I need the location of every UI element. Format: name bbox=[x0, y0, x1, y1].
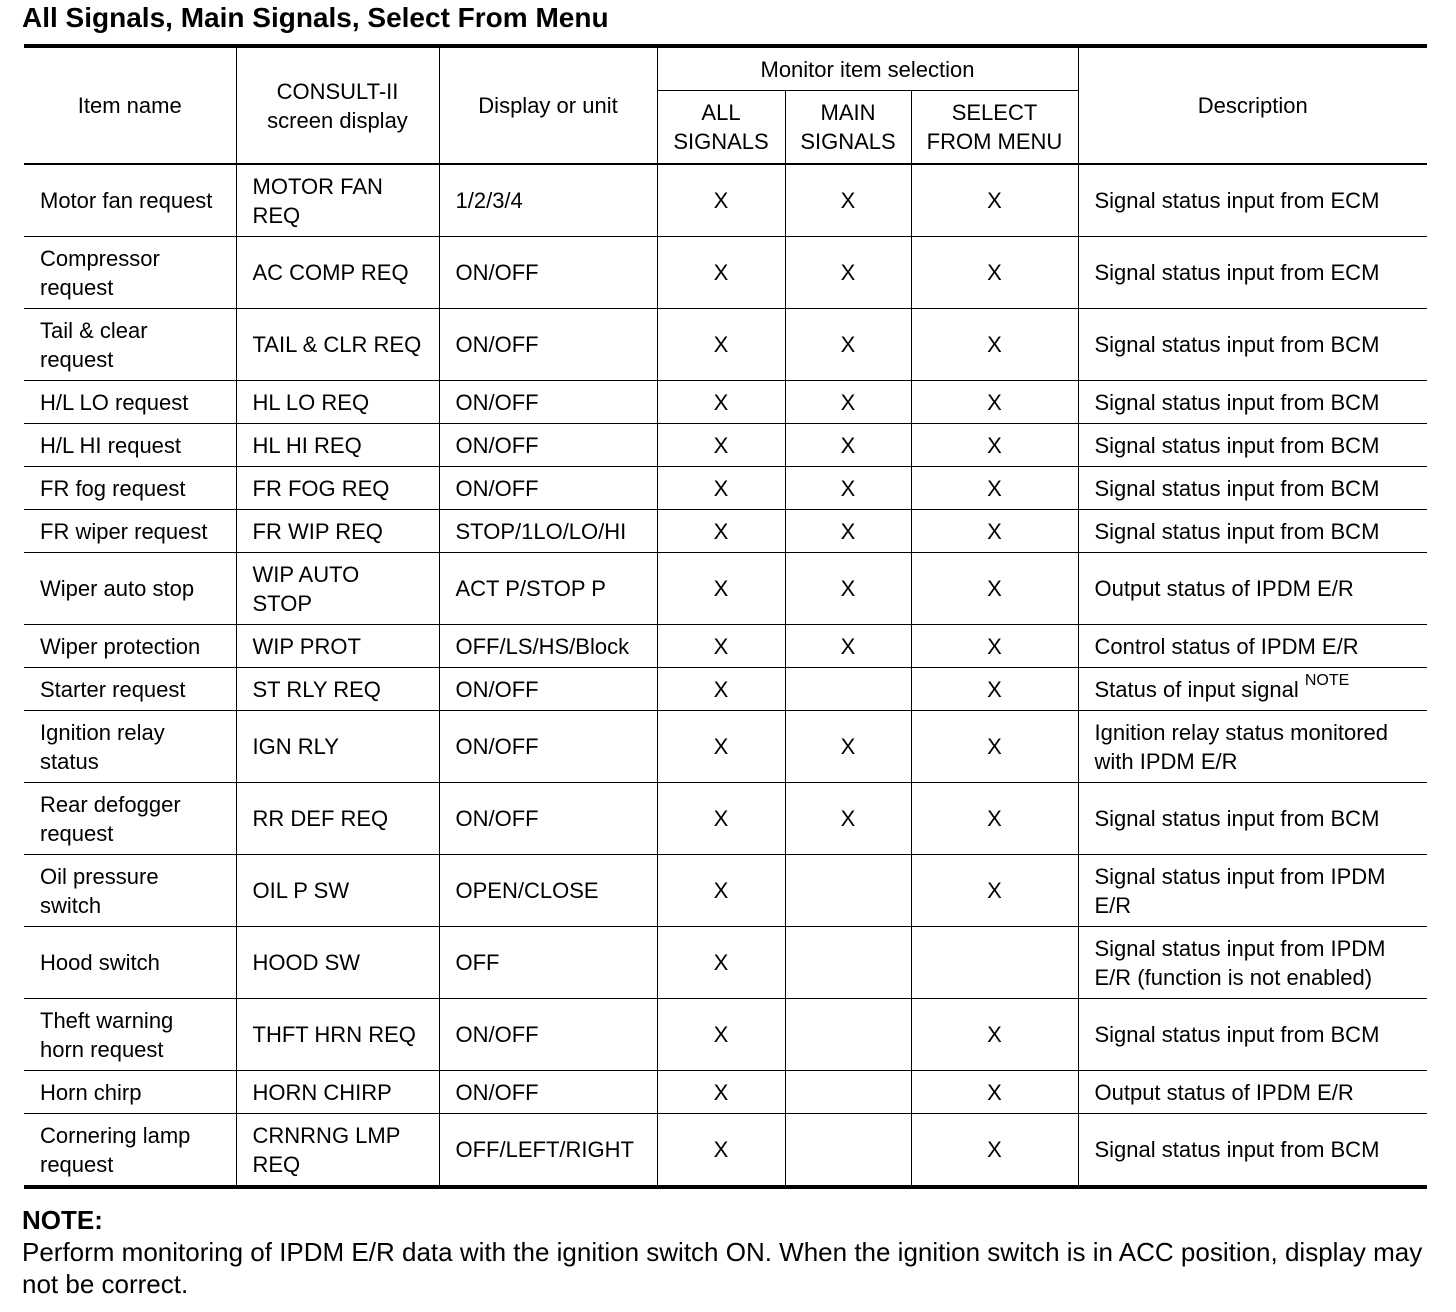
cell-item-name bbox=[24, 711, 236, 783]
page-title: All Signals, Main Signals, Select From Menu bbox=[22, 2, 609, 33]
cell-select-from-menu-text: X bbox=[987, 878, 1002, 903]
cell-item-name-text: Cornering lamp request bbox=[40, 1122, 191, 1177]
cell-all-signals-text: X bbox=[713, 188, 729, 213]
cell-display-unit-text: ACT P/STOP P bbox=[455, 576, 606, 601]
cell-display-unit bbox=[439, 237, 657, 309]
table-row bbox=[24, 424, 1427, 467]
cell-all-signals-text: X bbox=[713, 576, 729, 601]
cell-consult-display-text: MOTOR FAN REQ bbox=[252, 173, 383, 228]
cell-select-from-menu-text: X bbox=[987, 676, 1002, 702]
cell-main-signals-text: X bbox=[840, 806, 856, 831]
cell-select-from-menu-text: X bbox=[987, 734, 1002, 759]
cell-display-unit bbox=[439, 510, 657, 553]
cell-consult-display bbox=[236, 381, 439, 424]
cell-main-signals bbox=[785, 668, 911, 711]
table-row bbox=[24, 164, 1427, 237]
cell-display-unit bbox=[439, 855, 657, 927]
cell-consult-display bbox=[236, 237, 439, 309]
cell-consult-display bbox=[236, 711, 439, 783]
cell-item-name-text: H/L HI request bbox=[40, 432, 182, 458]
cell-description bbox=[1078, 855, 1427, 927]
cell-main-signals bbox=[785, 553, 911, 625]
cell-main-signals bbox=[785, 855, 911, 927]
cell-all-signals bbox=[657, 625, 785, 668]
header-monitor-selection: Monitor item selection bbox=[657, 46, 1078, 91]
cell-select-from-menu bbox=[911, 668, 1078, 711]
cell-display-unit bbox=[439, 381, 657, 424]
cell-description-text: Output status of IPDM E/R bbox=[1094, 1079, 1354, 1105]
cell-select-from-menu-text: X bbox=[987, 432, 1002, 458]
cell-select-from-menu bbox=[911, 1071, 1078, 1114]
cell-description bbox=[1078, 927, 1427, 999]
cell-all-signals-text: X bbox=[713, 332, 729, 357]
cell-consult-display bbox=[236, 424, 439, 467]
cell-description-text: Signal status input from BCM bbox=[1094, 518, 1380, 544]
table-row bbox=[24, 1114, 1427, 1188]
cell-main-signals bbox=[785, 237, 911, 309]
cell-select-from-menu-text: X bbox=[987, 633, 1002, 659]
cell-description-text: Signal status input from ECM bbox=[1094, 188, 1380, 213]
cell-consult-display-text: WIP AUTO STOP bbox=[252, 561, 360, 616]
header-description: Description bbox=[1078, 46, 1427, 164]
cell-select-from-menu-text: X bbox=[987, 389, 1002, 415]
cell-main-signals-text: X bbox=[840, 576, 856, 601]
cell-display-unit-text: ON/OFF bbox=[455, 260, 539, 285]
cell-consult-display bbox=[236, 164, 439, 237]
cell-description bbox=[1078, 237, 1427, 309]
table-row bbox=[24, 855, 1427, 927]
cell-consult-display bbox=[236, 467, 439, 510]
cell-select-from-menu bbox=[911, 510, 1078, 553]
cell-display-unit-text: OFF/LS/HS/Block bbox=[455, 633, 630, 659]
cell-consult-display-text: IGN RLY bbox=[252, 734, 339, 759]
cell-select-from-menu bbox=[911, 237, 1078, 309]
cell-display-unit-text: ON/OFF bbox=[455, 734, 539, 759]
cell-main-signals bbox=[785, 711, 911, 783]
cell-display-unit bbox=[439, 1114, 657, 1188]
cell-display-unit-text: OPEN/CLOSE bbox=[455, 878, 599, 903]
table-row bbox=[24, 625, 1427, 668]
cell-item-name-text: Starter request bbox=[40, 676, 186, 702]
cell-consult-display-text: HOOD SW bbox=[252, 950, 361, 975]
cell-select-from-menu-text: X bbox=[987, 1022, 1002, 1047]
cell-item-name bbox=[24, 1114, 236, 1188]
cell-description bbox=[1078, 424, 1427, 467]
cell-item-name bbox=[24, 510, 236, 553]
cell-main-signals bbox=[785, 999, 911, 1071]
cell-all-signals bbox=[657, 711, 785, 783]
cell-main-signals-text: X bbox=[840, 389, 856, 415]
cell-main-signals-text: X bbox=[840, 260, 856, 285]
cell-consult-display bbox=[236, 625, 439, 668]
cell-item-name-text: Hood switch bbox=[40, 950, 160, 975]
cell-display-unit-text: ON/OFF bbox=[455, 432, 539, 458]
cell-select-from-menu-text: X bbox=[987, 576, 1002, 601]
cell-description bbox=[1078, 625, 1427, 668]
cell-display-unit bbox=[439, 467, 657, 510]
cell-select-from-menu-text: X bbox=[987, 332, 1002, 357]
cell-item-name-text: Oil pressure switch bbox=[40, 863, 159, 918]
cell-select-from-menu bbox=[911, 1114, 1078, 1188]
cell-description bbox=[1078, 553, 1427, 625]
cell-consult-display-text: ST RLY REQ bbox=[252, 676, 381, 702]
cell-display-unit bbox=[439, 783, 657, 855]
table-row bbox=[24, 510, 1427, 553]
cell-item-name-text: Compressor request bbox=[40, 245, 160, 300]
cell-select-from-menu-text: X bbox=[987, 806, 1002, 831]
cell-description bbox=[1078, 164, 1427, 237]
cell-display-unit bbox=[439, 1071, 657, 1114]
cell-select-from-menu bbox=[911, 309, 1078, 381]
cell-description-text: Signal status input from BCM bbox=[1094, 1022, 1380, 1047]
cell-all-signals-text: X bbox=[713, 475, 729, 501]
note-text: Perform monitoring of IPDM E/R data with the ignition switch ON. When the ignition switch is in ACC position, display may not be correct. bbox=[22, 1237, 1423, 1299]
cell-consult-display-text: CRNRNG LMP REQ bbox=[252, 1122, 401, 1177]
cell-select-from-menu-text: X bbox=[987, 475, 1002, 501]
cell-main-signals bbox=[785, 164, 911, 237]
cell-description bbox=[1078, 711, 1427, 783]
cell-item-name-text: FR fog request bbox=[40, 475, 186, 501]
monitor-items-table bbox=[24, 44, 1427, 1189]
cell-select-from-menu bbox=[911, 381, 1078, 424]
cell-display-unit-text: ON/OFF bbox=[455, 389, 539, 415]
cell-display-unit-text: OFF bbox=[455, 950, 500, 975]
cell-description-text: Signal status input from IPDM E/R (function is not enabled) bbox=[1094, 935, 1386, 990]
cell-display-unit-text: ON/OFF bbox=[455, 332, 539, 357]
cell-item-name bbox=[24, 783, 236, 855]
cell-description-text: Control status of IPDM E/R bbox=[1094, 633, 1359, 659]
cell-consult-display-text: HL HI REQ bbox=[252, 432, 362, 458]
cell-description bbox=[1078, 1071, 1427, 1114]
cell-description bbox=[1078, 999, 1427, 1071]
header-display-unit: Display or unit bbox=[439, 46, 657, 164]
cell-main-signals bbox=[785, 625, 911, 668]
cell-description bbox=[1078, 783, 1427, 855]
cell-main-signals bbox=[785, 309, 911, 381]
cell-consult-display bbox=[236, 999, 439, 1071]
header-select-from-menu: SELECT FROM MENU bbox=[911, 91, 1078, 165]
cell-item-name bbox=[24, 668, 236, 711]
cell-item-name-text: Tail & clear request bbox=[40, 317, 148, 372]
cell-consult-display bbox=[236, 309, 439, 381]
cell-description-text: Signal status input from BCM bbox=[1094, 389, 1380, 415]
cell-description-text: Signal status input from BCM bbox=[1094, 332, 1380, 357]
cell-select-from-menu-text: X bbox=[987, 1137, 1002, 1162]
cell-all-signals-text: X bbox=[713, 1079, 729, 1105]
cell-all-signals bbox=[657, 309, 785, 381]
cell-main-signals bbox=[785, 424, 911, 467]
cell-all-signals-text: X bbox=[713, 1022, 729, 1047]
cell-display-unit-text: ON/OFF bbox=[455, 475, 539, 501]
cell-consult-display bbox=[236, 927, 439, 999]
cell-select-from-menu bbox=[911, 711, 1078, 783]
cell-item-name bbox=[24, 927, 236, 999]
cell-item-name-text: Rear defogger request bbox=[40, 791, 181, 846]
cell-all-signals-text: X bbox=[713, 950, 729, 975]
cell-select-from-menu-text: X bbox=[987, 260, 1002, 285]
cell-consult-display-text: TAIL & CLR REQ bbox=[252, 332, 422, 357]
cell-main-signals-text: X bbox=[840, 633, 856, 659]
table-row bbox=[24, 668, 1427, 711]
note-reference: NOTE bbox=[1304, 672, 1350, 690]
cell-select-from-menu bbox=[911, 625, 1078, 668]
cell-main-signals-text: X bbox=[840, 332, 856, 357]
cell-item-name bbox=[24, 309, 236, 381]
cell-item-name-text: H/L LO request bbox=[40, 389, 189, 415]
cell-main-signals-text: X bbox=[840, 518, 856, 544]
cell-all-signals-text: X bbox=[713, 518, 729, 544]
header-item-name: Item name bbox=[24, 46, 236, 164]
cell-main-signals bbox=[785, 381, 911, 424]
cell-display-unit bbox=[439, 164, 657, 237]
cell-all-signals-text: X bbox=[713, 260, 729, 285]
cell-item-name bbox=[24, 424, 236, 467]
cell-all-signals bbox=[657, 1114, 785, 1188]
cell-description bbox=[1078, 668, 1427, 711]
cell-display-unit bbox=[439, 711, 657, 783]
cell-main-signals bbox=[785, 467, 911, 510]
cell-consult-display-text: AC COMP REQ bbox=[252, 260, 409, 285]
cell-all-signals bbox=[657, 668, 785, 711]
cell-item-name bbox=[24, 1071, 236, 1114]
cell-select-from-menu bbox=[911, 927, 1078, 999]
cell-description bbox=[1078, 1114, 1427, 1188]
cell-consult-display bbox=[236, 1071, 439, 1114]
cell-consult-display bbox=[236, 855, 439, 927]
cell-display-unit-text: OFF/LEFT/RIGHT bbox=[455, 1137, 634, 1162]
cell-item-name-text: Ignition relay status bbox=[40, 719, 165, 774]
table-row bbox=[24, 927, 1427, 999]
cell-description-text: Signal status input from BCM bbox=[1094, 475, 1380, 501]
cell-main-signals bbox=[785, 510, 911, 553]
cell-description-text: Output status of IPDM E/R bbox=[1094, 576, 1354, 601]
cell-display-unit-text: ON/OFF bbox=[455, 1022, 539, 1047]
cell-select-from-menu-text: X bbox=[987, 518, 1002, 544]
cell-main-signals bbox=[785, 783, 911, 855]
cell-display-unit bbox=[439, 424, 657, 467]
cell-item-name bbox=[24, 999, 236, 1071]
cell-main-signals-text: X bbox=[840, 188, 856, 213]
cell-display-unit-text: 1/2/3/4 bbox=[455, 188, 523, 213]
cell-display-unit bbox=[439, 927, 657, 999]
cell-consult-display-text: HORN CHIRP bbox=[252, 1079, 392, 1105]
cell-main-signals bbox=[785, 927, 911, 999]
cell-consult-display-text: FR FOG REQ bbox=[252, 475, 390, 501]
table-row bbox=[24, 1071, 1427, 1114]
cell-all-signals bbox=[657, 783, 785, 855]
cell-consult-display-text: THFT HRN REQ bbox=[252, 1022, 416, 1047]
cell-main-signals bbox=[785, 1114, 911, 1188]
cell-display-unit bbox=[439, 309, 657, 381]
cell-item-name-text: FR wiper request bbox=[40, 518, 208, 544]
cell-display-unit bbox=[439, 553, 657, 625]
table-row bbox=[24, 381, 1427, 424]
cell-description-text: Signal status input from ECM bbox=[1094, 260, 1380, 285]
cell-select-from-menu-text: X bbox=[987, 188, 1002, 213]
cell-item-name bbox=[24, 553, 236, 625]
table-row bbox=[24, 783, 1427, 855]
cell-description-text: Signal status input from BCM bbox=[1094, 1137, 1380, 1162]
cell-main-signals-text: X bbox=[840, 475, 856, 501]
cell-all-signals bbox=[657, 553, 785, 625]
cell-all-signals-text: X bbox=[713, 676, 729, 702]
cell-main-signals-text: X bbox=[840, 734, 856, 759]
cell-all-signals-text: X bbox=[713, 1137, 729, 1162]
cell-all-signals bbox=[657, 510, 785, 553]
cell-select-from-menu bbox=[911, 164, 1078, 237]
cell-consult-display bbox=[236, 668, 439, 711]
cell-item-name bbox=[24, 467, 236, 510]
cell-item-name-text: Theft warning horn request bbox=[40, 1007, 174, 1062]
cell-all-signals-text: X bbox=[713, 432, 729, 458]
cell-consult-display-text: FR WIP REQ bbox=[252, 518, 383, 544]
header-main-signals: MAIN SIGNALS bbox=[785, 91, 911, 165]
cell-item-name bbox=[24, 855, 236, 927]
cell-select-from-menu bbox=[911, 553, 1078, 625]
cell-all-signals bbox=[657, 927, 785, 999]
cell-item-name bbox=[24, 625, 236, 668]
cell-display-unit bbox=[439, 668, 657, 711]
cell-description bbox=[1078, 510, 1427, 553]
cell-all-signals bbox=[657, 999, 785, 1071]
cell-all-signals bbox=[657, 855, 785, 927]
cell-display-unit-text: ON/OFF bbox=[455, 806, 539, 831]
cell-consult-display-text: RR DEF REQ bbox=[252, 806, 389, 831]
cell-description-text: Signal status input from IPDM E/R bbox=[1094, 863, 1386, 918]
table-body bbox=[24, 164, 1427, 1187]
cell-description-text: Signal status input from BCM bbox=[1094, 432, 1380, 458]
cell-all-signals-text: X bbox=[713, 806, 729, 831]
cell-consult-display bbox=[236, 783, 439, 855]
cell-select-from-menu bbox=[911, 467, 1078, 510]
cell-display-unit bbox=[439, 625, 657, 668]
cell-all-signals-text: X bbox=[713, 633, 729, 659]
cell-consult-display bbox=[236, 1114, 439, 1188]
cell-item-name bbox=[24, 381, 236, 424]
cell-item-name bbox=[24, 237, 236, 309]
cell-select-from-menu bbox=[911, 999, 1078, 1071]
cell-all-signals bbox=[657, 424, 785, 467]
cell-description-text: Ignition relay status monitored with IPDM E/R bbox=[1094, 719, 1388, 774]
cell-all-signals bbox=[657, 467, 785, 510]
table-row bbox=[24, 237, 1427, 309]
cell-select-from-menu bbox=[911, 855, 1078, 927]
cell-display-unit-text: ON/OFF bbox=[455, 1079, 539, 1105]
cell-display-unit-text: ON/OFF bbox=[455, 676, 539, 702]
cell-item-name bbox=[24, 164, 236, 237]
cell-main-signals bbox=[785, 1071, 911, 1114]
cell-all-signals bbox=[657, 1071, 785, 1114]
cell-consult-display bbox=[236, 553, 439, 625]
cell-select-from-menu bbox=[911, 783, 1078, 855]
cell-main-signals-text: X bbox=[840, 432, 856, 458]
cell-description bbox=[1078, 467, 1427, 510]
table-row bbox=[24, 553, 1427, 625]
table-row bbox=[24, 309, 1427, 381]
table-row bbox=[24, 467, 1427, 510]
note-block bbox=[22, 1204, 1442, 1300]
cell-description bbox=[1078, 309, 1427, 381]
cell-all-signals-text: X bbox=[713, 734, 729, 759]
cell-all-signals bbox=[657, 381, 785, 424]
note-heading: NOTE: bbox=[22, 1205, 103, 1235]
cell-item-name-text: Horn chirp bbox=[40, 1079, 142, 1105]
cell-consult-display-text: OIL P SW bbox=[252, 878, 350, 903]
cell-select-from-menu-text: X bbox=[987, 1079, 1002, 1105]
cell-all-signals bbox=[657, 164, 785, 237]
header-all-signals: ALL SIGNALS bbox=[657, 91, 785, 165]
cell-item-name-text: Motor fan request bbox=[40, 188, 213, 213]
cell-all-signals-text: X bbox=[713, 878, 729, 903]
cell-all-signals bbox=[657, 237, 785, 309]
header-consult: CONSULT-II screen display bbox=[236, 46, 439, 164]
cell-consult-display-text: HL LO REQ bbox=[252, 389, 370, 415]
cell-description bbox=[1078, 381, 1427, 424]
cell-display-unit bbox=[439, 999, 657, 1071]
cell-description-text: Status of input signal bbox=[1094, 676, 1299, 702]
table-row bbox=[24, 999, 1427, 1071]
cell-consult-display bbox=[236, 510, 439, 553]
cell-all-signals-text: X bbox=[713, 389, 729, 415]
cell-select-from-menu bbox=[911, 424, 1078, 467]
cell-description-text: Signal status input from BCM bbox=[1094, 806, 1380, 831]
cell-consult-display-text: WIP PROT bbox=[252, 633, 361, 659]
cell-item-name-text: Wiper auto stop bbox=[40, 576, 195, 601]
table-row bbox=[24, 711, 1427, 783]
cell-item-name-text: Wiper protection bbox=[40, 633, 201, 659]
cell-display-unit-text: STOP/1LO/LO/HI bbox=[455, 518, 627, 544]
